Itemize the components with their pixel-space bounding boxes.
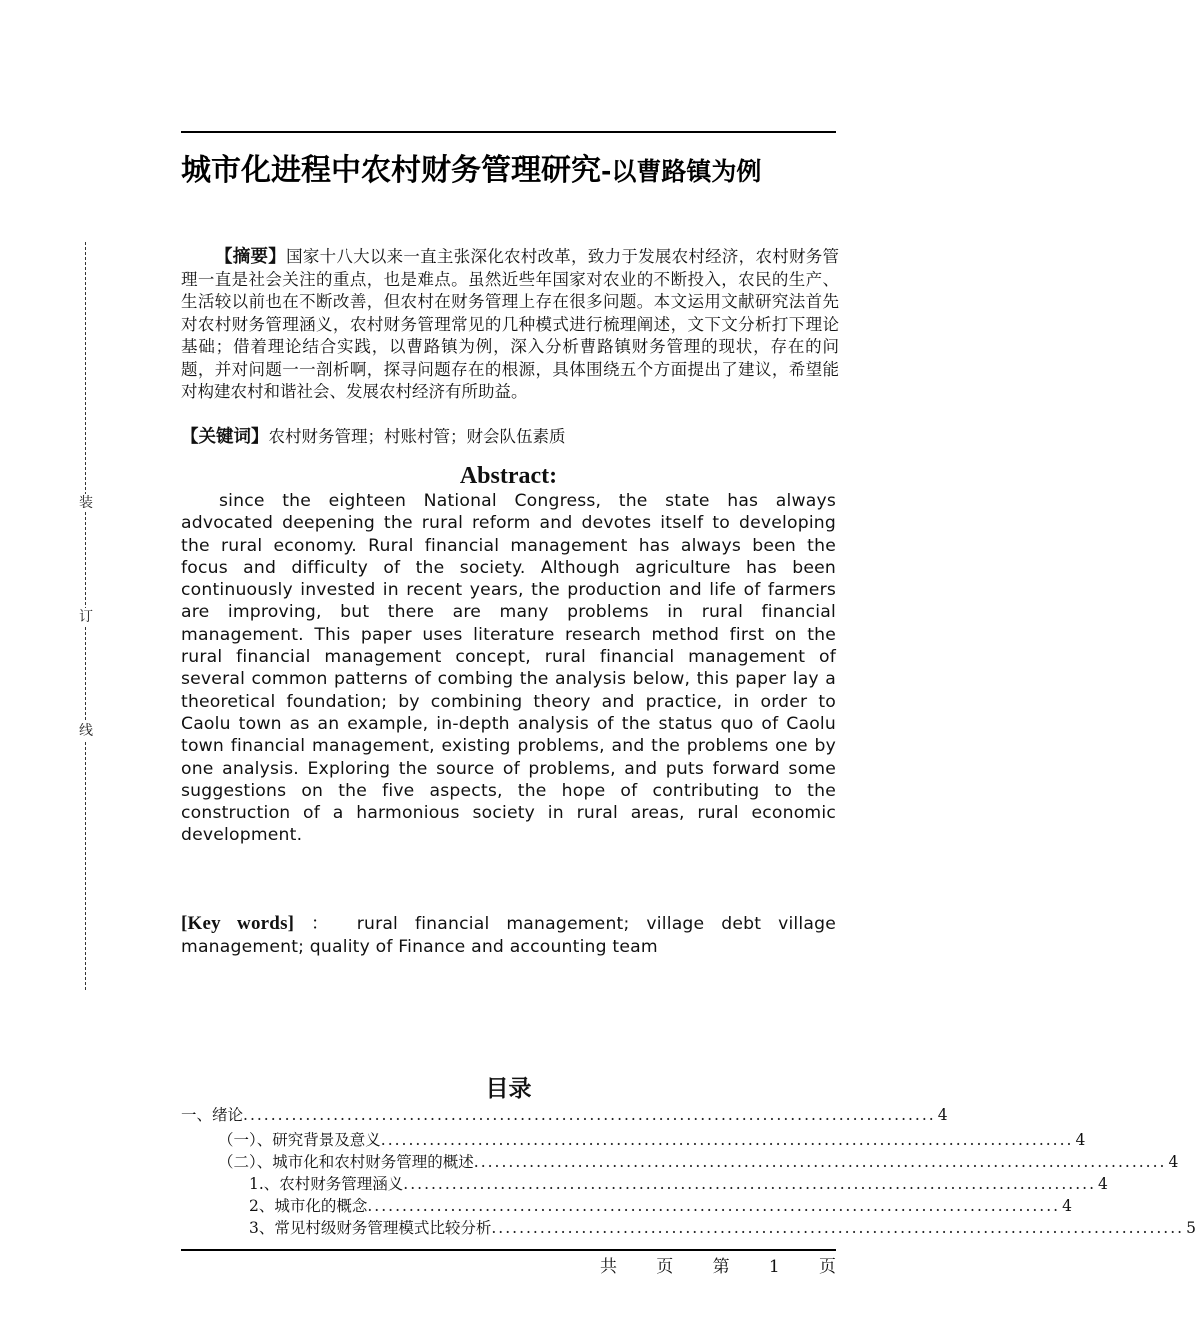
toc-entry[interactable]: [218, 1129, 1086, 1151]
page-title: [181, 153, 841, 190]
toc-entry-label: 2、城市化的概念: [249, 1197, 368, 1215]
binding-mark-xian: 线: [79, 723, 93, 739]
toc-title: 目录: [485, 1076, 532, 1102]
english-abstract: [181, 490, 836, 847]
binding-mark-ding: 订: [79, 609, 93, 625]
toc-entry-label: （二）、城市化和农村财务管理的概述: [218, 1153, 474, 1171]
toc-entry-page: 5: [1186, 1219, 1196, 1237]
chinese-abstract-label: 【摘要】: [215, 247, 287, 267]
toc-leader-dots: ....................................................................................................: [367, 1197, 1061, 1215]
top-rule: [181, 131, 836, 133]
title-main: 城市化进程中农村财务管理研究: [181, 153, 601, 188]
chinese-abstract: [181, 246, 839, 404]
toc-entry-label: 1.、农村财务管理涵义: [249, 1175, 404, 1193]
toc-entry-label: （一）、研究背景及意义: [218, 1131, 381, 1149]
toc-leader-dots: ....................................................................................................: [491, 1219, 1185, 1237]
toc-entry-page: 4: [1098, 1175, 1108, 1193]
toc-entry-label: 3、常见村级财务管理模式比较分析: [249, 1219, 492, 1237]
english-keywords: [181, 913, 836, 958]
toc-entry-label: 一、绪论: [181, 1106, 244, 1124]
footer-total-label: 共: [600, 1257, 617, 1277]
toc-leader-dots: ....................................................................................................: [403, 1175, 1096, 1193]
chinese-keywords: [181, 426, 839, 448]
toc-leader-dots: ....................................................................................................: [473, 1153, 1167, 1171]
toc-entry[interactable]: [249, 1217, 1196, 1239]
english-abstract-text: since the eighteen National Congress, the state has always advocated deepening the rural reform and devotes itself to developing the rural economy. Rural financial management has always been the focus and difficulty of the society. Although agriculture has been continuously invested in recent years, the production and life of farmers are improving, but there are many problems in rural financial management. This paper uses literature research method first on the rural financial management concept, rural financial management of several common patterns of combing the analysis below, this paper lay a theoretical foundation; by combining theory and practice, in order to Caolu town as an example, in-depth analysis of the status quo of Caolu town financial management, existing problems, and the problems one by one analysis. Exploring the source of problems, and puts forward some suggestions on the five aspects, the hope of contributing to the construction of a harmonious society in rural areas, rural economic development.: [181, 491, 836, 846]
english-keywords-separator: ：: [311, 914, 340, 934]
toc-entry-page: 4: [1075, 1131, 1086, 1149]
toc-entry[interactable]: [181, 1104, 948, 1126]
toc-leader-dots: ....................................................................................................: [243, 1106, 936, 1124]
chinese-keywords-text: 农村财务管理；村账村管；财会队伍素质: [268, 427, 566, 446]
title-suffix: -以曹路镇为例: [601, 157, 762, 186]
english-abstract-title: Abstract:: [459, 463, 558, 489]
footer-current-page: 1: [768, 1257, 780, 1277]
page-footer: [600, 1255, 836, 1279]
toc-entry[interactable]: [249, 1173, 1108, 1195]
english-keywords-label: [Key words]: [181, 913, 295, 934]
toc-entry[interactable]: [249, 1195, 1072, 1217]
footer-current-unit: 页: [818, 1257, 836, 1277]
toc-entry[interactable]: [218, 1151, 1179, 1173]
bottom-rule: [181, 1249, 836, 1251]
toc-entry-page: 4: [1168, 1153, 1179, 1171]
english-keywords-text: rural financial management; village debt village management; quality of Finance and accounting team: [181, 914, 837, 957]
toc-entry-page: 4: [1062, 1197, 1072, 1215]
footer-current-prefix: 第: [712, 1257, 730, 1277]
footer-total-unit: 页: [656, 1257, 674, 1277]
chinese-abstract-text: 国家十八大以来一直主张深化农村改革，致力于发展农村经济，农村财务管理一直是社会关注的重点，也是难点。虽然近些年国家对农业的不断投入，农民的生产、生活较以前也在不断改善，但农村在财务管理上存在很多问题。本文运用文献研究法首先对农村财务管理涵义，农村财务管理常见的几种模式进行梳理阐述，文下文分析打下理论基础；借着理论结合实践，以曹路镇为例，深入分析曹路镇财务管理的现状，存在的问题，并对问题一一剖析啊，探寻问题存在的根源，具体围绕五个方面提出了建议，希望能对构建农村和谐社会、发展农村经济有所助益。: [181, 247, 840, 401]
chinese-keywords-label: 【关键词】: [181, 427, 269, 447]
toc-leader-dots: ....................................................................................................: [380, 1131, 1074, 1149]
binding-mark-zhuang: 装: [79, 495, 93, 511]
toc-entry-page: 4: [937, 1106, 948, 1124]
